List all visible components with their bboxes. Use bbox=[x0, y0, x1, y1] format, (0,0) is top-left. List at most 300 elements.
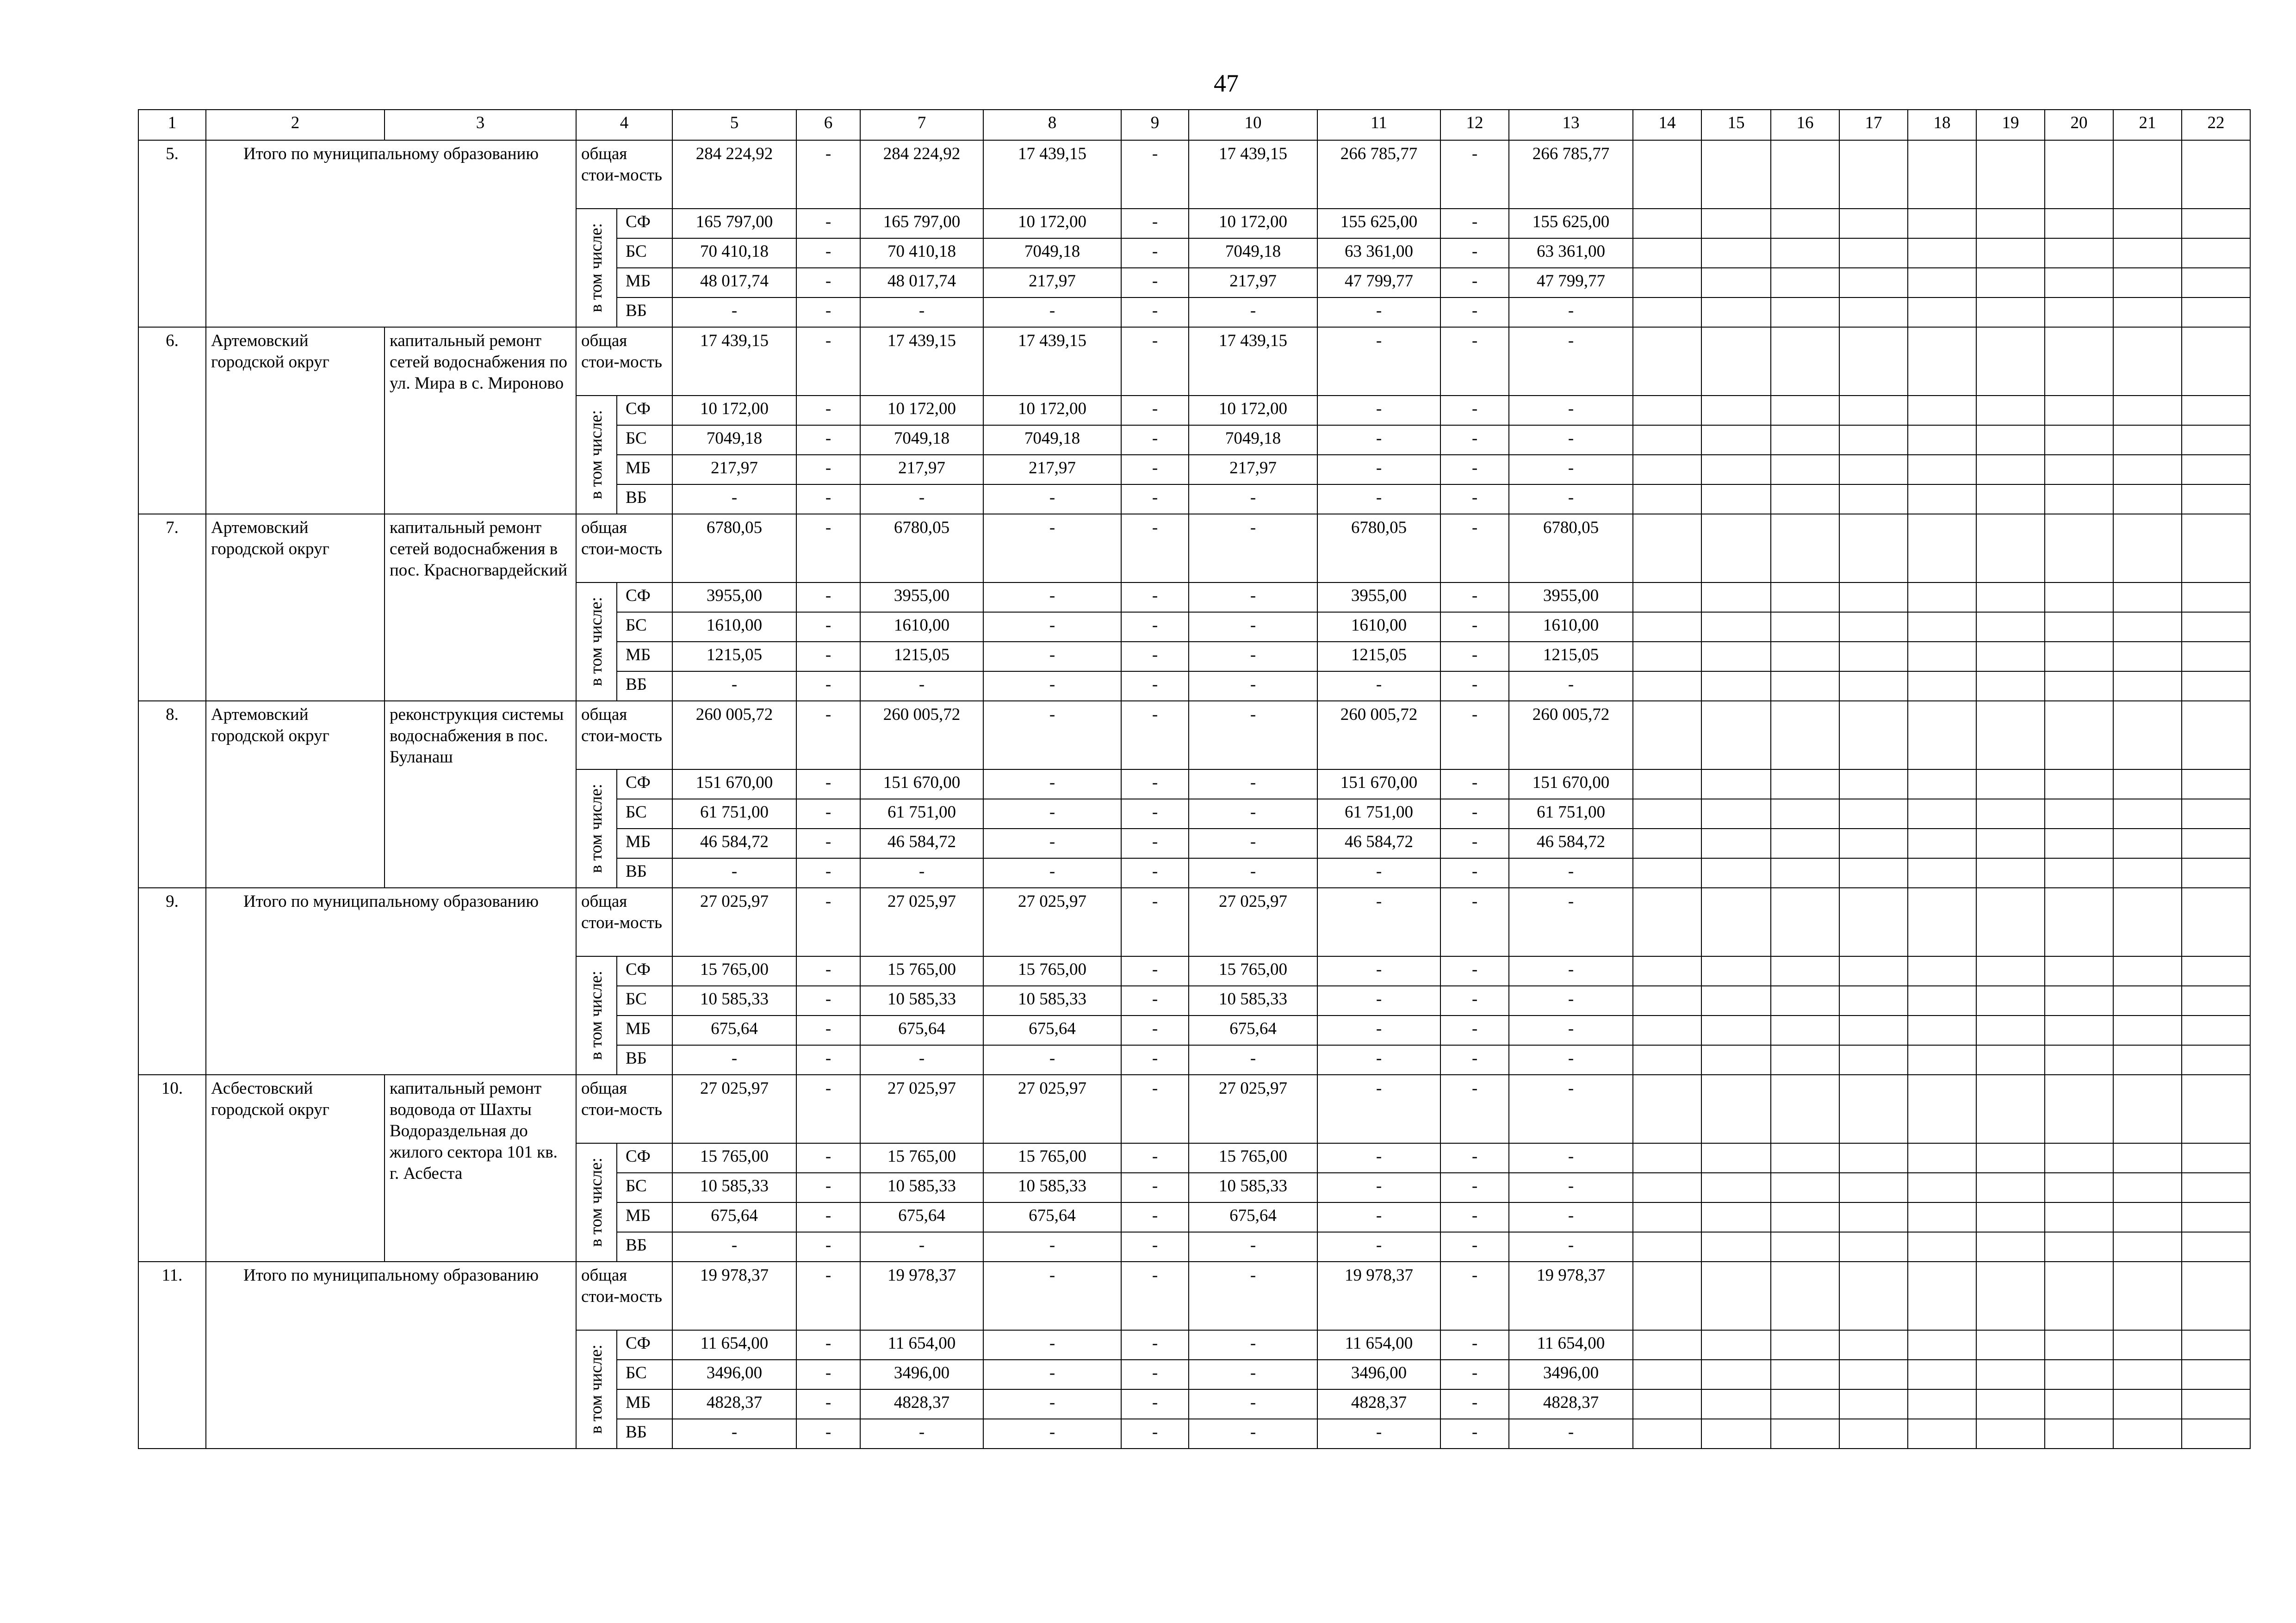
row-total-label: Итого по муниципальному образованию bbox=[206, 1262, 576, 1449]
value-cell: - bbox=[1189, 514, 1317, 582]
object-description: реконструкция системы водоснабжения в пос. Буланаш bbox=[385, 701, 576, 888]
empty-cell bbox=[1976, 1016, 2045, 1045]
municipality-name: Асбестовский городской округ bbox=[206, 1075, 385, 1262]
column-number-11: 11 bbox=[1317, 110, 1440, 140]
value-cell: - bbox=[1317, 1016, 1440, 1045]
empty-cell bbox=[1976, 888, 2045, 956]
value-cell: - bbox=[1121, 701, 1189, 769]
value-cell: - bbox=[983, 858, 1121, 888]
empty-cell bbox=[1633, 455, 1701, 484]
empty-cell bbox=[1701, 1389, 1771, 1419]
empty-cell bbox=[2113, 1075, 2182, 1143]
empty-cell bbox=[2045, 327, 2113, 396]
empty-cell bbox=[1771, 1330, 1839, 1360]
value-cell: - bbox=[1189, 1330, 1317, 1360]
value-cell: 17 439,15 bbox=[983, 140, 1121, 209]
value-cell: - bbox=[796, 1262, 860, 1330]
empty-cell bbox=[1771, 1232, 1839, 1262]
empty-cell bbox=[1701, 1016, 1771, 1045]
empty-cell bbox=[1976, 1419, 2045, 1449]
value-cell: 155 625,00 bbox=[1509, 209, 1633, 238]
empty-cell bbox=[2182, 268, 2250, 297]
empty-cell bbox=[1771, 425, 1839, 455]
empty-cell bbox=[2182, 1232, 2250, 1262]
value-cell: 47 799,77 bbox=[1317, 268, 1440, 297]
value-cell: - bbox=[1121, 1360, 1189, 1389]
empty-cell bbox=[1771, 484, 1839, 514]
value-cell: - bbox=[1121, 514, 1189, 582]
empty-cell bbox=[2113, 986, 2182, 1016]
empty-cell bbox=[1839, 484, 1908, 514]
empty-cell bbox=[1701, 327, 1771, 396]
value-cell: - bbox=[796, 888, 860, 956]
value-cell: - bbox=[1440, 701, 1509, 769]
empty-cell bbox=[1633, 858, 1701, 888]
empty-cell bbox=[1701, 425, 1771, 455]
empty-cell bbox=[2113, 1360, 2182, 1389]
page-number: 47 bbox=[1214, 69, 1239, 97]
column-number-12: 12 bbox=[1440, 110, 1509, 140]
empty-cell bbox=[1701, 1045, 1771, 1075]
empty-cell bbox=[2113, 888, 2182, 956]
empty-cell bbox=[1908, 799, 1976, 829]
value-cell: 48 017,74 bbox=[672, 268, 796, 297]
column-number-20: 20 bbox=[2045, 110, 2113, 140]
value-cell: - bbox=[1509, 1419, 1633, 1449]
value-cell: - bbox=[672, 858, 796, 888]
empty-cell bbox=[1633, 327, 1701, 396]
empty-cell bbox=[1908, 612, 1976, 642]
value-cell: 217,97 bbox=[860, 455, 983, 484]
value-cell: 19 978,37 bbox=[1509, 1262, 1633, 1330]
empty-cell bbox=[1771, 642, 1839, 671]
value-cell: 15 765,00 bbox=[1189, 956, 1317, 986]
empty-cell bbox=[1908, 484, 1976, 514]
value-cell: - bbox=[1121, 396, 1189, 425]
empty-cell bbox=[1633, 701, 1701, 769]
column-number-4: 4 bbox=[576, 110, 672, 140]
value-cell: - bbox=[1317, 1202, 1440, 1232]
value-cell: 3496,00 bbox=[1509, 1360, 1633, 1389]
empty-cell bbox=[1633, 1232, 1701, 1262]
empty-cell bbox=[1633, 642, 1701, 671]
empty-cell bbox=[1908, 769, 1976, 799]
empty-cell bbox=[1908, 986, 1976, 1016]
value-cell: 6780,05 bbox=[672, 514, 796, 582]
empty-cell bbox=[1839, 1262, 1908, 1330]
empty-cell bbox=[2182, 140, 2250, 209]
funding-source-code: БС bbox=[617, 238, 672, 268]
value-cell: - bbox=[796, 799, 860, 829]
empty-cell bbox=[1771, 701, 1839, 769]
empty-cell bbox=[2045, 986, 2113, 1016]
empty-cell bbox=[2113, 858, 2182, 888]
empty-cell bbox=[1771, 140, 1839, 209]
empty-cell bbox=[2182, 1330, 2250, 1360]
value-cell: - bbox=[796, 701, 860, 769]
value-cell: - bbox=[1121, 888, 1189, 956]
value-cell: - bbox=[1440, 1330, 1509, 1360]
empty-cell bbox=[1701, 209, 1771, 238]
empty-cell bbox=[1976, 1389, 2045, 1419]
column-number-3: 3 bbox=[385, 110, 576, 140]
empty-cell bbox=[1976, 1262, 2045, 1330]
empty-cell bbox=[1839, 327, 1908, 396]
value-cell: - bbox=[1440, 268, 1509, 297]
value-cell: - bbox=[1509, 986, 1633, 1016]
empty-cell bbox=[1976, 238, 2045, 268]
value-cell: 4828,37 bbox=[1317, 1389, 1440, 1419]
total-cost-label: общая стои-мость bbox=[576, 514, 672, 582]
value-cell: - bbox=[1509, 327, 1633, 396]
empty-cell bbox=[1908, 956, 1976, 986]
value-cell: 46 584,72 bbox=[1509, 829, 1633, 858]
table-row bbox=[138, 888, 2250, 956]
value-cell: - bbox=[1121, 327, 1189, 396]
empty-cell bbox=[1633, 268, 1701, 297]
value-cell: - bbox=[1440, 1202, 1509, 1232]
empty-cell bbox=[1976, 769, 2045, 799]
empty-cell bbox=[2113, 701, 2182, 769]
value-cell: - bbox=[1440, 829, 1509, 858]
including-label: в том числе: bbox=[587, 597, 606, 687]
empty-cell bbox=[1771, 1075, 1839, 1143]
including-label: в том числе: bbox=[587, 410, 606, 500]
value-cell: 675,64 bbox=[983, 1202, 1121, 1232]
value-cell: - bbox=[1121, 1389, 1189, 1419]
empty-cell bbox=[2182, 888, 2250, 956]
value-cell: 1215,05 bbox=[1317, 642, 1440, 671]
empty-cell bbox=[1908, 297, 1976, 327]
column-number-17: 17 bbox=[1839, 110, 1908, 140]
empty-cell bbox=[2045, 612, 2113, 642]
row-number: 6. bbox=[138, 327, 206, 514]
empty-cell bbox=[2045, 671, 2113, 701]
empty-cell bbox=[2113, 829, 2182, 858]
empty-cell bbox=[2182, 1389, 2250, 1419]
empty-cell bbox=[1839, 268, 1908, 297]
value-cell: - bbox=[860, 297, 983, 327]
value-cell: - bbox=[1317, 986, 1440, 1016]
empty-cell bbox=[2045, 701, 2113, 769]
empty-cell bbox=[2182, 1173, 2250, 1202]
empty-cell bbox=[2113, 769, 2182, 799]
value-cell: - bbox=[1189, 701, 1317, 769]
value-cell: 7049,18 bbox=[672, 425, 796, 455]
value-cell: - bbox=[796, 238, 860, 268]
value-cell: - bbox=[1121, 956, 1189, 986]
empty-cell bbox=[2182, 1045, 2250, 1075]
empty-cell bbox=[1908, 1232, 1976, 1262]
empty-cell bbox=[1701, 1173, 1771, 1202]
value-cell: 10 585,33 bbox=[860, 1173, 983, 1202]
empty-cell bbox=[1839, 396, 1908, 425]
value-cell: 260 005,72 bbox=[860, 701, 983, 769]
empty-cell bbox=[2045, 1389, 2113, 1419]
value-cell: - bbox=[1440, 956, 1509, 986]
value-cell: - bbox=[1509, 671, 1633, 701]
empty-cell bbox=[2182, 1143, 2250, 1173]
value-cell: 284 224,92 bbox=[672, 140, 796, 209]
value-cell: 675,64 bbox=[983, 1016, 1121, 1045]
empty-cell bbox=[2113, 582, 2182, 612]
empty-cell bbox=[1633, 1143, 1701, 1173]
total-cost-label: общая стои-мость bbox=[576, 888, 672, 956]
empty-cell bbox=[2045, 1330, 2113, 1360]
value-cell: - bbox=[860, 1045, 983, 1075]
empty-cell bbox=[1976, 701, 2045, 769]
empty-cell bbox=[2045, 1045, 2113, 1075]
value-cell: 217,97 bbox=[1189, 455, 1317, 484]
empty-cell bbox=[1771, 1419, 1839, 1449]
value-cell: - bbox=[1440, 769, 1509, 799]
empty-cell bbox=[2045, 238, 2113, 268]
funding-source-code: СФ bbox=[617, 1143, 672, 1173]
value-cell: - bbox=[1509, 1202, 1633, 1232]
empty-cell bbox=[2182, 986, 2250, 1016]
empty-cell bbox=[1701, 1330, 1771, 1360]
empty-cell bbox=[2045, 956, 2113, 986]
value-cell: 1610,00 bbox=[1509, 612, 1633, 642]
empty-cell bbox=[2045, 829, 2113, 858]
value-cell: 27 025,97 bbox=[672, 1075, 796, 1143]
value-cell: - bbox=[796, 956, 860, 986]
empty-cell bbox=[2113, 1330, 2182, 1360]
value-cell: - bbox=[1121, 1262, 1189, 1330]
value-cell: - bbox=[796, 858, 860, 888]
value-cell: - bbox=[1440, 140, 1509, 209]
value-cell: - bbox=[860, 1232, 983, 1262]
value-cell: - bbox=[796, 1045, 860, 1075]
value-cell: - bbox=[1121, 140, 1189, 209]
value-cell: - bbox=[1317, 327, 1440, 396]
object-description: капитальный ремонт сетей водоснабжения по ул. Мира в с. Мироново bbox=[385, 327, 576, 514]
empty-cell bbox=[1771, 858, 1839, 888]
total-cost-label: общая стои-мость bbox=[576, 1075, 672, 1143]
value-cell: 1610,00 bbox=[860, 612, 983, 642]
value-cell: 10 172,00 bbox=[860, 396, 983, 425]
value-cell: - bbox=[1121, 209, 1189, 238]
value-cell: - bbox=[860, 671, 983, 701]
value-cell: - bbox=[983, 582, 1121, 612]
value-cell: 17 439,15 bbox=[672, 327, 796, 396]
value-cell: 1215,05 bbox=[672, 642, 796, 671]
value-cell: 217,97 bbox=[983, 455, 1121, 484]
value-cell: 675,64 bbox=[1189, 1202, 1317, 1232]
column-number-10: 10 bbox=[1189, 110, 1317, 140]
empty-cell bbox=[2113, 209, 2182, 238]
empty-cell bbox=[1771, 1143, 1839, 1173]
empty-cell bbox=[1908, 396, 1976, 425]
value-cell: 1610,00 bbox=[672, 612, 796, 642]
object-description: капитальный ремонт сетей водоснабжения в пос. Красногвардейский bbox=[385, 514, 576, 701]
value-cell: 6780,05 bbox=[860, 514, 983, 582]
empty-cell bbox=[1908, 1389, 1976, 1419]
value-cell: 165 797,00 bbox=[860, 209, 983, 238]
table-body bbox=[138, 110, 2250, 1449]
value-cell: 11 654,00 bbox=[672, 1330, 796, 1360]
empty-cell bbox=[1839, 769, 1908, 799]
funding-source-code: СФ bbox=[617, 1330, 672, 1360]
value-cell: 165 797,00 bbox=[672, 209, 796, 238]
value-cell: 10 172,00 bbox=[672, 396, 796, 425]
table-row bbox=[138, 701, 2250, 769]
empty-cell bbox=[2045, 769, 2113, 799]
empty-cell bbox=[1633, 829, 1701, 858]
empty-cell bbox=[1839, 829, 1908, 858]
value-cell: - bbox=[672, 484, 796, 514]
empty-cell bbox=[1701, 514, 1771, 582]
funding-source-code: МБ bbox=[617, 642, 672, 671]
value-cell: 27 025,97 bbox=[983, 1075, 1121, 1143]
value-cell: - bbox=[1317, 425, 1440, 455]
funding-source-code: МБ bbox=[617, 829, 672, 858]
empty-cell bbox=[1976, 858, 2045, 888]
value-cell: 151 670,00 bbox=[860, 769, 983, 799]
empty-cell bbox=[2182, 701, 2250, 769]
funding-source-code: БС bbox=[617, 425, 672, 455]
value-cell: - bbox=[1121, 297, 1189, 327]
value-cell: - bbox=[796, 671, 860, 701]
value-cell: 217,97 bbox=[1189, 268, 1317, 297]
empty-cell bbox=[1976, 671, 2045, 701]
empty-cell bbox=[1839, 956, 1908, 986]
value-cell: - bbox=[1121, 829, 1189, 858]
empty-cell bbox=[1839, 642, 1908, 671]
table-row bbox=[138, 1075, 2250, 1143]
value-cell: 15 765,00 bbox=[860, 1143, 983, 1173]
empty-cell bbox=[2182, 1202, 2250, 1232]
empty-cell bbox=[1633, 799, 1701, 829]
empty-cell bbox=[1976, 514, 2045, 582]
funding-source-code: ВБ bbox=[617, 671, 672, 701]
value-cell: - bbox=[1121, 612, 1189, 642]
value-cell: 675,64 bbox=[860, 1016, 983, 1045]
empty-cell bbox=[1771, 769, 1839, 799]
empty-cell bbox=[1771, 1389, 1839, 1419]
empty-cell bbox=[1701, 484, 1771, 514]
value-cell: 217,97 bbox=[672, 455, 796, 484]
including-label: в том числе: bbox=[587, 784, 606, 873]
empty-cell bbox=[2113, 1173, 2182, 1202]
empty-cell bbox=[1976, 612, 2045, 642]
empty-cell bbox=[1633, 888, 1701, 956]
value-cell: - bbox=[983, 799, 1121, 829]
empty-cell bbox=[2113, 956, 2182, 986]
funding-source-code: ВБ bbox=[617, 297, 672, 327]
empty-cell bbox=[1701, 140, 1771, 209]
value-cell: - bbox=[1509, 1075, 1633, 1143]
empty-cell bbox=[1771, 1262, 1839, 1330]
value-cell: - bbox=[1440, 582, 1509, 612]
column-number-18: 18 bbox=[1908, 110, 1976, 140]
empty-cell bbox=[1701, 396, 1771, 425]
funding-source-code: МБ bbox=[617, 455, 672, 484]
value-cell: - bbox=[796, 209, 860, 238]
empty-cell bbox=[2113, 612, 2182, 642]
value-cell: - bbox=[1509, 858, 1633, 888]
row-number: 8. bbox=[138, 701, 206, 888]
empty-cell bbox=[2045, 396, 2113, 425]
funding-source-code: БС bbox=[617, 799, 672, 829]
empty-cell bbox=[1839, 140, 1908, 209]
empty-cell bbox=[2045, 484, 2113, 514]
empty-cell bbox=[1701, 888, 1771, 956]
empty-cell bbox=[1701, 297, 1771, 327]
empty-cell bbox=[2045, 1016, 2113, 1045]
value-cell: 7049,18 bbox=[983, 425, 1121, 455]
empty-cell bbox=[2182, 396, 2250, 425]
value-cell: - bbox=[1121, 455, 1189, 484]
empty-cell bbox=[2045, 1173, 2113, 1202]
value-cell: - bbox=[983, 829, 1121, 858]
value-cell: 11 654,00 bbox=[1509, 1330, 1633, 1360]
empty-cell bbox=[2182, 769, 2250, 799]
empty-cell bbox=[1976, 455, 2045, 484]
value-cell: - bbox=[796, 425, 860, 455]
value-cell: - bbox=[1509, 1016, 1633, 1045]
value-cell: - bbox=[1440, 455, 1509, 484]
empty-cell bbox=[2182, 484, 2250, 514]
empty-cell bbox=[1908, 1016, 1976, 1045]
value-cell: 3496,00 bbox=[1317, 1360, 1440, 1389]
value-cell: 3496,00 bbox=[860, 1360, 983, 1389]
empty-cell bbox=[2045, 1075, 2113, 1143]
value-cell: - bbox=[1317, 396, 1440, 425]
value-cell: - bbox=[1509, 1232, 1633, 1262]
value-cell: - bbox=[796, 986, 860, 1016]
value-cell: - bbox=[796, 829, 860, 858]
empty-cell bbox=[1976, 140, 2045, 209]
value-cell: - bbox=[1317, 956, 1440, 986]
value-cell: - bbox=[1189, 484, 1317, 514]
value-cell: 260 005,72 bbox=[672, 701, 796, 769]
value-cell: 19 978,37 bbox=[672, 1262, 796, 1330]
empty-cell bbox=[2113, 238, 2182, 268]
value-cell: - bbox=[860, 858, 983, 888]
empty-cell bbox=[1839, 209, 1908, 238]
empty-cell bbox=[1701, 1075, 1771, 1143]
empty-cell bbox=[2045, 1232, 2113, 1262]
empty-cell bbox=[1839, 1075, 1908, 1143]
value-cell: 675,64 bbox=[672, 1202, 796, 1232]
empty-cell bbox=[1976, 1232, 2045, 1262]
value-cell: - bbox=[1189, 671, 1317, 701]
including-label-cell bbox=[576, 396, 617, 514]
value-cell: 151 670,00 bbox=[1509, 769, 1633, 799]
empty-cell bbox=[1839, 1419, 1908, 1449]
column-number-6: 6 bbox=[796, 110, 860, 140]
empty-cell bbox=[2182, 238, 2250, 268]
empty-cell bbox=[1839, 1016, 1908, 1045]
empty-cell bbox=[1839, 671, 1908, 701]
value-cell: - bbox=[1189, 642, 1317, 671]
empty-cell bbox=[1633, 1389, 1701, 1419]
value-cell: 27 025,97 bbox=[860, 888, 983, 956]
empty-cell bbox=[2182, 671, 2250, 701]
empty-cell bbox=[1976, 799, 2045, 829]
empty-cell bbox=[1771, 888, 1839, 956]
empty-cell bbox=[1771, 1045, 1839, 1075]
value-cell: - bbox=[1121, 1173, 1189, 1202]
value-cell: 7049,18 bbox=[983, 238, 1121, 268]
value-cell: - bbox=[1317, 888, 1440, 956]
empty-cell bbox=[2113, 671, 2182, 701]
value-cell: - bbox=[983, 297, 1121, 327]
empty-cell bbox=[1908, 238, 1976, 268]
empty-cell bbox=[2113, 1389, 2182, 1419]
including-label-cell bbox=[576, 1143, 617, 1262]
